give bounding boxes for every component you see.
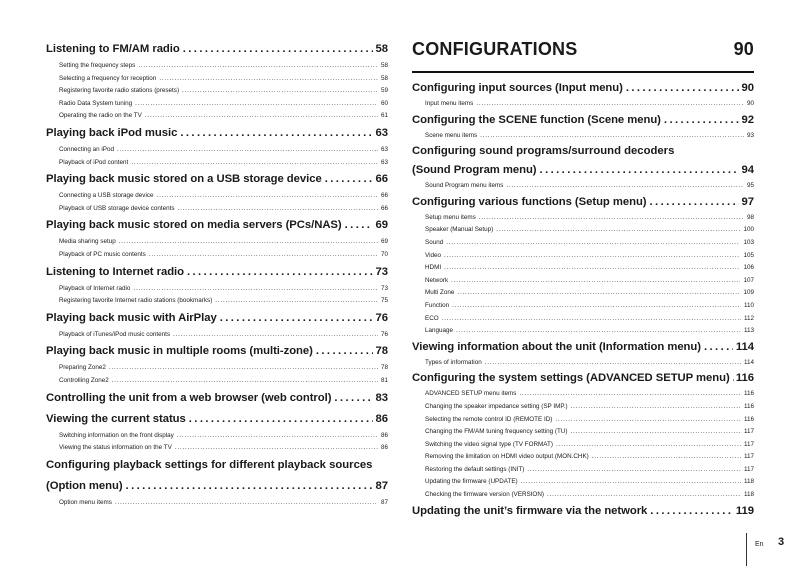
toc-item-page: 60	[380, 99, 388, 107]
toc-item-page: 93	[746, 131, 754, 139]
dot-leader	[457, 287, 740, 300]
toc-item-page: 75	[380, 297, 388, 305]
dot-leader	[316, 341, 373, 362]
toc-item[interactable]	[412, 388, 754, 401]
dot-leader	[215, 295, 378, 308]
dot-leader	[519, 388, 741, 401]
toc-item[interactable]	[46, 497, 388, 510]
toc-item[interactable]	[412, 287, 754, 300]
section-page: 94	[741, 164, 754, 177]
section-title-line[interactable]: Configuring playback settings for different playback sources	[46, 458, 373, 471]
toc-item-page: 63	[380, 145, 388, 153]
toc-item-label: Playback of Internet radio	[59, 284, 131, 292]
section-title: Viewing the current status	[46, 412, 186, 425]
section-title-row[interactable]	[412, 193, 754, 212]
toc-item-label: Setting the frequency steps	[59, 62, 136, 69]
section-page: 76	[375, 311, 388, 324]
section-title-row[interactable]	[412, 338, 754, 357]
toc-item[interactable]	[46, 98, 388, 111]
section-title: Updating the unit’s firmware via the network	[412, 504, 648, 517]
toc-item[interactable]	[412, 426, 754, 439]
section-page: 116	[735, 372, 754, 385]
toc-item-label: Registering favorite Internet radio stations (bookmarks)	[59, 297, 213, 305]
section-title-row[interactable]	[412, 79, 754, 98]
toc-item-page: 116	[743, 415, 754, 423]
toc-item-page: 106	[743, 264, 754, 272]
toc-item-page: 116	[743, 390, 754, 398]
toc-item[interactable]	[46, 295, 388, 308]
toc-item[interactable]	[46, 362, 388, 375]
toc-item-page: 105	[743, 251, 754, 259]
toc-item-label: Radio Data System tuning	[59, 99, 133, 107]
dot-leader	[182, 85, 378, 98]
section-title: Configuring input sources (Input menu)	[412, 82, 623, 94]
toc-item-page: 78	[380, 364, 388, 372]
toc-item[interactable]	[412, 489, 754, 502]
toc-item-page: 112	[743, 314, 754, 322]
toc-item[interactable]	[412, 476, 754, 489]
toc-item-label: Playback of USB storage device contents	[59, 204, 175, 212]
toc-item-page: 109	[743, 289, 754, 297]
toc-item-page: 107	[743, 276, 754, 284]
dot-leader	[444, 262, 740, 275]
section-title-row[interactable]	[46, 308, 388, 329]
section-title-row[interactable]	[46, 341, 388, 362]
dot-leader	[115, 497, 378, 510]
section-title: Viewing information about the unit (Information menu)	[412, 340, 701, 353]
toc-item[interactable]	[412, 439, 754, 452]
toc-item-page: 117	[743, 465, 754, 473]
dot-leader	[131, 157, 378, 170]
toc-item-label: Connecting an iPod	[59, 145, 114, 153]
toc-item-page: 58	[380, 74, 388, 82]
toc-item-page: 103	[743, 238, 754, 246]
section-title-row[interactable]	[46, 169, 388, 190]
toc-item[interactable]	[412, 401, 754, 414]
toc-item-page: 69	[380, 238, 388, 246]
dot-leader	[451, 275, 740, 288]
section-title: Playing back music stored on media servers (PCs/NAS)	[46, 219, 342, 232]
toc-item-page: 61	[380, 112, 388, 120]
dot-leader	[527, 464, 741, 477]
toc-item[interactable]	[412, 451, 754, 464]
toc-item[interactable]	[46, 249, 388, 262]
toc-item[interactable]	[412, 224, 754, 237]
toc-item[interactable]	[412, 325, 754, 338]
toc-item[interactable]	[46, 157, 388, 170]
toc-item[interactable]	[412, 414, 754, 427]
toc-item-page: 117	[743, 440, 754, 448]
toc-item-page: 113	[743, 327, 754, 335]
toc-item[interactable]	[412, 212, 754, 225]
section-title-row[interactable]	[46, 39, 388, 60]
toc-section-sound-program-menu	[412, 142, 754, 193]
footer-language: En	[755, 541, 764, 548]
dot-leader	[446, 237, 740, 250]
dot-leader	[480, 130, 744, 143]
dot-leader	[547, 489, 741, 502]
toc-section	[46, 409, 388, 455]
toc-item[interactable]	[46, 190, 388, 203]
dot-leader	[117, 144, 378, 157]
section-page: 119	[735, 504, 754, 517]
toc-item-label: Playback of iTunes/iPod music contents	[59, 330, 171, 338]
toc-item-label: HDMI	[425, 264, 442, 272]
toc-section-information-menu	[412, 338, 754, 370]
toc-item[interactable]	[412, 98, 754, 111]
toc-section-option-menu	[46, 455, 388, 510]
toc-item[interactable]	[412, 250, 754, 263]
dot-leader	[571, 401, 741, 414]
dot-leader	[325, 169, 373, 190]
toc-item-label: Operating the radio on the TV	[59, 112, 142, 120]
dot-leader	[556, 439, 741, 452]
toc-item-page: 117	[743, 428, 754, 436]
footer-page-number: 3	[778, 536, 785, 548]
toc-section-firmware-update	[412, 502, 754, 521]
toc-item-label: Viewing the status information on the TV	[59, 444, 172, 452]
section-title-row[interactable]	[46, 388, 388, 409]
toc-item-label: Language	[425, 327, 454, 335]
section-title: Controlling the unit from a web browser (web control)	[46, 391, 332, 404]
dot-leader	[173, 329, 378, 342]
toc-item-page: 118	[743, 478, 754, 486]
toc-item-label: ECO	[425, 314, 439, 322]
dot-leader	[442, 313, 741, 326]
dot-leader	[521, 476, 741, 489]
section-page: 66	[375, 173, 388, 186]
dot-leader	[189, 409, 373, 430]
toc-item-page: 87	[380, 498, 388, 506]
section-page: 87	[375, 479, 388, 492]
toc-section	[46, 262, 388, 308]
toc-item[interactable]	[412, 357, 754, 370]
toc-section	[46, 341, 388, 387]
section-page: 58	[375, 43, 388, 55]
dot-leader	[220, 308, 373, 329]
dot-leader	[334, 388, 372, 409]
toc-item-label: Preparing Zone2	[59, 364, 106, 372]
dot-leader	[555, 414, 741, 427]
toc-item-label: Types of information	[425, 358, 482, 366]
section-title-row[interactable]	[412, 111, 754, 130]
toc-section-scene-menu	[412, 111, 754, 143]
toc-item-label: Removing the limitation on HDMI video output (MON.CHK)	[425, 453, 589, 461]
dot-leader	[126, 476, 373, 497]
toc-item[interactable]	[46, 375, 388, 388]
dot-leader	[180, 123, 372, 144]
section-page: 114	[735, 340, 754, 353]
dot-leader	[145, 110, 378, 123]
toc-item-page: 76	[380, 330, 388, 338]
toc-item-label: Sound	[425, 238, 444, 246]
dot-leader	[540, 161, 739, 180]
section-title: (Sound Program menu)	[412, 164, 537, 177]
toc-item-label: Registering favorite radio stations (presets)	[59, 87, 180, 95]
dot-leader	[456, 325, 741, 338]
dot-leader	[485, 357, 741, 370]
toc-item-label: Restoring the default settings (INIT)	[425, 465, 525, 473]
toc-item-label: ADVANCED SETUP menu items	[425, 390, 517, 398]
dot-leader	[570, 426, 741, 439]
toc-item[interactable]	[46, 60, 388, 73]
toc-item[interactable]	[412, 130, 754, 143]
toc-item[interactable]	[412, 464, 754, 477]
section-title: Configuring various functions (Setup menu)	[412, 195, 647, 208]
toc-item-label: Switching information on the front display	[59, 431, 174, 439]
toc-right-column	[412, 39, 754, 521]
toc-item[interactable]	[46, 442, 388, 455]
toc-item-label: Updating the firmware (UPDATE)	[425, 478, 518, 486]
toc-item-label: Connecting a USB storage device	[59, 192, 154, 200]
section-title-row[interactable]	[46, 215, 388, 236]
section-title: Playing back music with AirPlay	[46, 311, 217, 324]
toc-item-label: Scene menu items	[425, 131, 478, 139]
section-title-row[interactable]	[46, 123, 388, 144]
section-title: Listening to Internet radio	[46, 265, 184, 278]
toc-section	[46, 308, 388, 342]
dot-leader	[664, 111, 739, 130]
toc-item-label: Checking the firmware version (VERSION)	[425, 491, 544, 499]
toc-item-page: 59	[380, 87, 388, 95]
toc-item[interactable]	[46, 85, 388, 98]
toc-item-label: Playback of PC music contents	[59, 250, 146, 258]
toc-item-page: 86	[380, 444, 388, 452]
chapter-title: CONFIGURATIONS	[412, 39, 578, 59]
toc-item-page: 116	[743, 402, 754, 410]
dot-leader	[476, 98, 744, 111]
section-title-row[interactable]	[412, 161, 754, 180]
toc-item[interactable]	[412, 313, 754, 326]
section-page: 92	[741, 113, 754, 126]
toc-item-page: 70	[380, 250, 388, 258]
section-title: Playing back music stored on a USB storage device	[46, 173, 322, 186]
chapter-divider	[412, 71, 754, 73]
dot-leader	[109, 362, 378, 375]
section-page: 97	[741, 195, 754, 208]
toc-item-label: Option menu items	[59, 498, 112, 506]
section-title: Playing back music in multiple rooms (multi-zone)	[46, 345, 313, 358]
toc-item-page: 81	[380, 376, 388, 384]
toc-item-label: Sound Program menu items	[425, 182, 504, 190]
toc-item-page: 100	[743, 226, 754, 234]
footer-divider	[746, 533, 747, 566]
toc-item-label: Playback of iPod content	[59, 158, 129, 166]
toc-item-label: Speaker (Manual Setup)	[425, 226, 494, 234]
toc-section	[46, 39, 388, 123]
section-page: 78	[375, 345, 388, 358]
toc-item-page: 90	[746, 100, 754, 107]
toc-item[interactable]	[46, 283, 388, 296]
toc-item-page: 110	[743, 301, 754, 309]
section-title-row[interactable]	[412, 502, 754, 521]
toc-item[interactable]	[412, 237, 754, 250]
toc-item-label: Selecting a frequency for reception	[59, 74, 157, 82]
dot-leader	[157, 190, 378, 203]
toc-item-label: Video	[425, 251, 441, 259]
section-page: 90	[741, 82, 754, 94]
section-title-row[interactable]	[46, 409, 388, 430]
toc-item-label: Media sharing setup	[59, 238, 116, 246]
toc-item-page: 98	[746, 213, 754, 221]
dot-leader	[496, 224, 740, 237]
chapter-page: 90	[733, 39, 754, 59]
dot-leader	[650, 193, 739, 212]
toc-item-page: 73	[380, 284, 388, 292]
dot-leader	[650, 502, 733, 521]
toc-item-page: 58	[380, 62, 388, 69]
dot-leader	[177, 430, 378, 443]
toc-section-input-menu	[412, 79, 754, 111]
dot-leader	[149, 249, 378, 262]
dot-leader	[119, 236, 378, 249]
section-title: (Option menu)	[46, 479, 123, 492]
toc-item-label: Network	[425, 276, 449, 284]
section-title: Listening to FM/AM radio	[46, 43, 180, 55]
dot-leader	[626, 79, 739, 98]
toc-item[interactable]	[412, 262, 754, 275]
toc-item[interactable]	[46, 203, 388, 216]
toc-item[interactable]	[412, 275, 754, 288]
toc-item[interactable]	[412, 300, 754, 313]
toc-item[interactable]	[46, 110, 388, 123]
toc-item[interactable]	[412, 180, 754, 193]
section-title: Configuring the system settings (ADVANCED SETUP menu)	[412, 372, 730, 385]
dot-leader	[133, 283, 378, 296]
section-page: 63	[375, 126, 388, 139]
section-title: Playing back iPod music	[46, 126, 178, 139]
toc-item-page: 66	[380, 192, 388, 200]
dot-leader	[452, 300, 741, 313]
toc-section	[46, 169, 388, 215]
toc-item[interactable]	[46, 430, 388, 443]
toc-item-label: Controlling Zone2	[59, 376, 109, 384]
toc-left-sections	[46, 39, 388, 455]
section-page: 86	[375, 412, 388, 425]
toc-item-label: Setup menu items	[425, 213, 476, 221]
dot-leader	[479, 212, 744, 225]
toc-item-label: Function	[425, 301, 450, 309]
toc-item-label: Selecting the remote control ID (REMOTE ID)	[425, 415, 553, 423]
section-title-row[interactable]	[412, 369, 754, 388]
toc-item-page: 118	[743, 491, 754, 499]
dot-leader	[444, 250, 740, 263]
toc-item[interactable]	[46, 236, 388, 249]
dot-leader	[187, 262, 373, 283]
section-page: 83	[375, 391, 388, 404]
dot-leader	[159, 73, 378, 86]
section-title-row[interactable]	[46, 476, 388, 497]
toc-section-setup-menu	[412, 193, 754, 338]
dot-leader	[345, 215, 373, 236]
section-title-row[interactable]	[46, 262, 388, 283]
dot-leader	[138, 60, 378, 73]
section-page: 69	[375, 219, 388, 232]
toc-left-column	[46, 39, 388, 509]
dot-leader	[178, 203, 378, 216]
toc-item[interactable]	[46, 329, 388, 342]
toc-item-page: 114	[743, 358, 754, 366]
toc-item-page: 95	[746, 182, 754, 190]
toc-section	[46, 123, 388, 169]
dot-leader	[135, 98, 378, 111]
dot-leader	[704, 338, 733, 357]
toc-item-page: 63	[380, 158, 388, 166]
dot-leader	[183, 39, 373, 60]
toc-item-label: Changing the speaker impedance setting (SP IMP.)	[425, 402, 568, 410]
dot-leader	[175, 442, 378, 455]
section-page: 73	[375, 265, 388, 278]
section-title-line[interactable]: Configuring sound programs/surround decoders	[412, 145, 675, 158]
toc-item[interactable]	[46, 144, 388, 157]
dot-leader	[592, 451, 741, 464]
toc-item-page: 66	[380, 204, 388, 212]
toc-item-label: Changing the FM/AM tuning frequency setting (TU)	[425, 428, 568, 436]
dot-leader	[112, 375, 378, 388]
dot-leader	[506, 180, 744, 193]
toc-item-page: 117	[743, 453, 754, 461]
chapter-heading[interactable]	[412, 39, 754, 69]
toc-item-page: 86	[380, 431, 388, 439]
toc-section	[46, 388, 388, 409]
toc-item-label: Input menu items	[425, 100, 474, 107]
toc-item-label: Switching the video signal type (TV FORMAT)	[425, 440, 553, 448]
toc-section-advanced-setup-menu	[412, 369, 754, 501]
section-title: Configuring the SCENE function (Scene menu)	[412, 113, 661, 126]
toc-section	[46, 215, 388, 261]
toc-item-label: Multi Zone	[425, 289, 455, 297]
toc-item[interactable]	[46, 73, 388, 86]
